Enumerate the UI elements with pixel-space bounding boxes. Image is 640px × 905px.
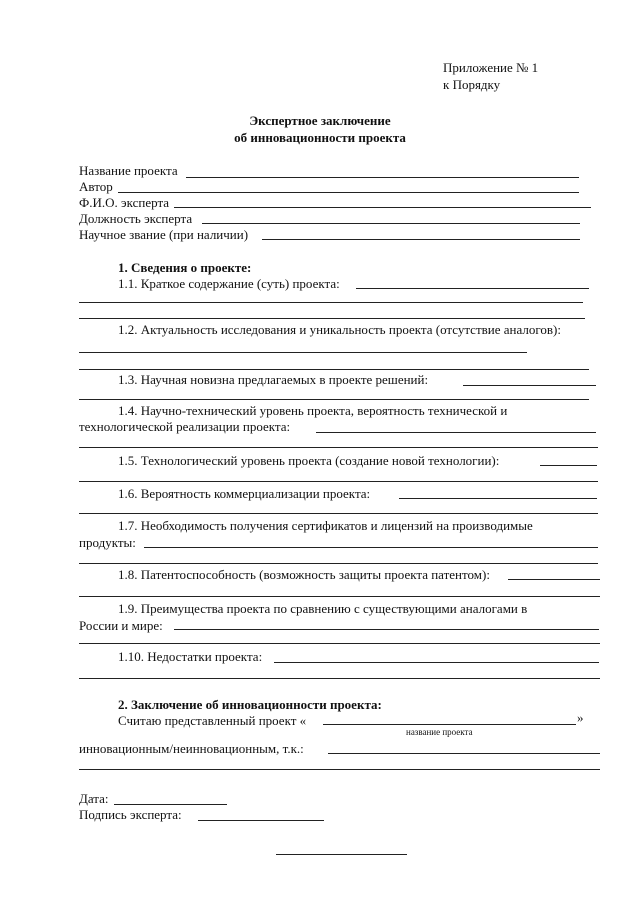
item-1-3-label: 1.3. Научная новизна предлагаемых в проекте решений: [118,372,429,387]
item-1-4-line-2[interactable] [79,447,598,448]
item-1-5-label: 1.5. Технологический уровень проекта (создание новой технологии): [118,453,500,468]
document-title-line2: об инновационности проекта [234,130,406,145]
field-line-project-name[interactable] [186,177,579,178]
project-name-line[interactable] [323,724,576,725]
section1-heading: 1. Сведения о проекте: [118,260,252,275]
project-name-caption: название проекта [406,727,473,737]
item-1-8-line-2[interactable] [79,596,600,597]
item-1-7-line-2[interactable] [79,563,598,564]
item-1-3-line-2[interactable] [79,399,589,400]
field-line-expert-name[interactable] [174,207,591,208]
item-1-2-line-2[interactable] [79,369,589,370]
item-1-9-label-cont: России и мире: [79,618,163,633]
item-1-9-line[interactable] [174,629,599,630]
consider-suffix: » [577,710,584,725]
item-1-7-line[interactable] [144,547,598,548]
item-1-10-line-2[interactable] [79,678,600,679]
item-1-5-line-2[interactable] [79,481,598,482]
item-1-3-line[interactable] [463,385,596,386]
item-1-6-label: 1.6. Вероятность коммерциализации проекта: [118,486,371,501]
item-1-1-line[interactable] [356,288,589,289]
signature-line[interactable] [198,820,324,821]
date-line[interactable] [114,804,227,805]
item-1-7-label-cont: продукты: [79,535,136,550]
field-line-expert-position[interactable] [202,223,580,224]
status-reason-line[interactable] [328,753,600,754]
item-1-4-label-cont: технологической реализации проекта: [79,419,291,434]
item-1-4-line[interactable] [316,432,596,433]
document-title-line1: Экспертное заключение [249,113,391,128]
field-label-expert-name: Ф.И.О. эксперта [79,195,170,210]
bottom-divider [276,854,407,855]
item-1-8-line[interactable] [508,579,600,580]
item-1-9-line-2[interactable] [79,643,600,644]
item-1-8-label: 1.8. Патентоспособность (возможность защиты проекта патентом): [118,567,490,582]
field-label-expert-position: Должность эксперта [79,211,193,226]
status-label: инновационным/неинновационным, т.к.: [79,741,304,756]
item-1-1-line-3[interactable] [79,318,585,319]
item-1-5-line[interactable] [540,465,597,466]
item-1-6-line-2[interactable] [79,513,598,514]
consider-prefix: Считаю представленный проект « [118,713,307,728]
item-1-9-label: 1.9. Преимущества проекта по сравнению с существующими аналогами в [118,601,528,616]
signature-label: Подпись эксперта: [79,807,182,822]
field-label-academic-title: Научное звание (при наличии) [79,227,249,242]
appendix-line2: к Порядку [443,77,501,92]
field-label-project-name: Название проекта [79,163,178,178]
appendix-line1: Приложение № 1 [443,60,539,75]
item-1-1-line-2[interactable] [79,302,583,303]
item-1-7-label: 1.7. Необходимость получения сертификатов и лицензий на производимые [118,518,533,533]
item-1-10-label: 1.10. Недостатки проекта: [118,649,263,664]
date-label: Дата: [79,791,109,806]
item-1-1-label: 1.1. Краткое содержание (суть) проекта: [118,276,340,291]
status-reason-line-2[interactable] [79,769,600,770]
item-1-6-line[interactable] [399,498,597,499]
item-1-4-label: 1.4. Научно-технический уровень проекта, вероятность технической и [118,403,508,418]
field-line-academic-title[interactable] [262,239,580,240]
field-label-author: Автор [79,179,113,194]
item-1-2-line[interactable] [79,352,527,353]
item-1-10-line[interactable] [274,662,599,663]
item-1-2-label: 1.2. Актуальность исследования и уникальность проекта (отсутствие аналогов): [118,322,561,337]
field-line-author[interactable] [118,192,579,193]
section2-heading: 2. Заключение об инновационности проекта: [118,697,382,712]
